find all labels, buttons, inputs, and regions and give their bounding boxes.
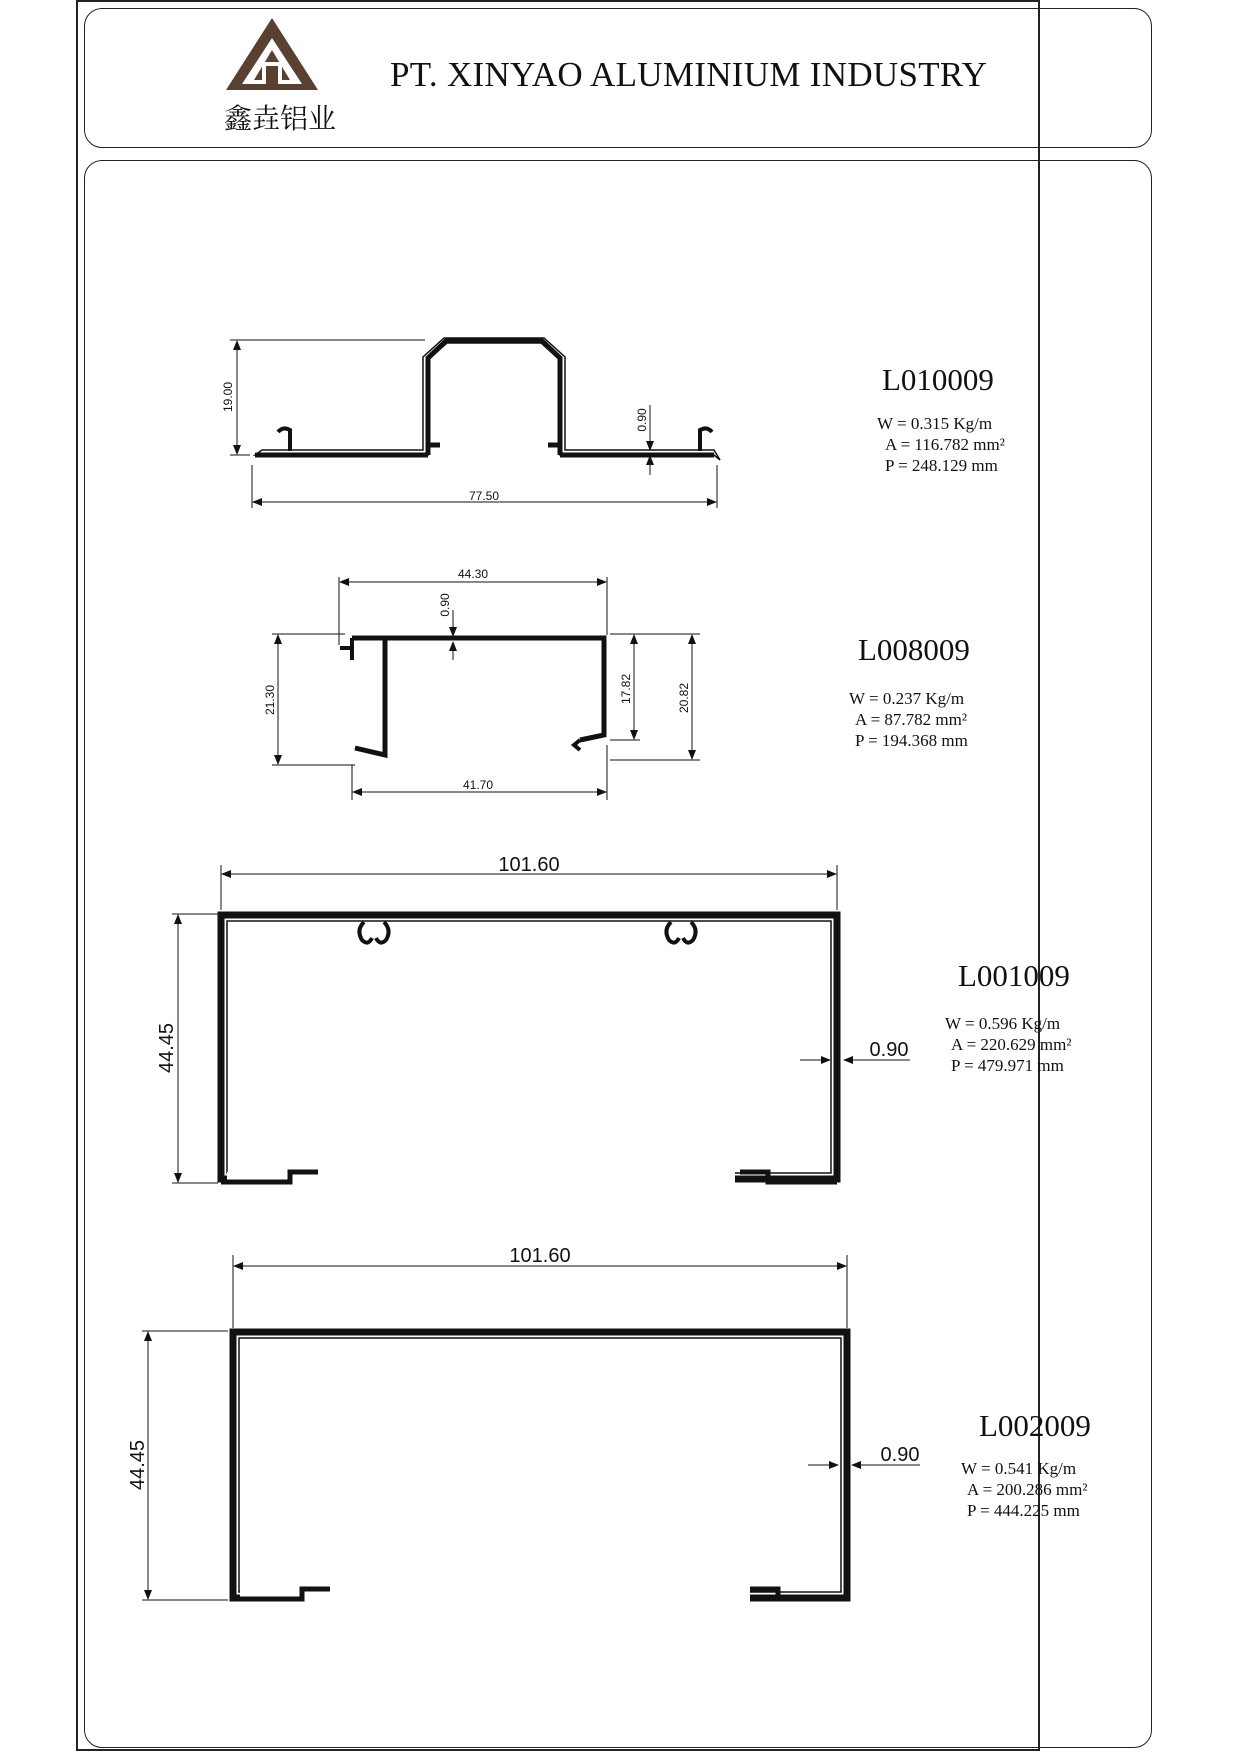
dim-bottom-width-l008009: 41.70 [462, 778, 494, 792]
dim-right-height-l008009: 20.82 [677, 682, 691, 714]
spec-weight: W = 0.596 Kg/m [945, 1014, 1061, 1033]
spec-perimeter: P = 248.129 mm [885, 456, 998, 475]
dim-width-l002009: 101.60 [509, 1245, 571, 1267]
profile-specs-l002009 [961, 1458, 1087, 1521]
dim-left-height-l008009: 21.30 [263, 684, 277, 716]
dim-height-l002009: 44.45 [127, 1439, 149, 1491]
dim-thickness-l010009: 0.90 [635, 408, 649, 432]
profile-drawing-l008009 [272, 577, 700, 800]
logo-text: 鑫垚铝业 [224, 102, 337, 135]
profile-code-l008009: L008009 [858, 632, 970, 667]
spec-perimeter: P = 194.368 mm [855, 731, 968, 750]
spec-area: A = 220.629 mm² [951, 1035, 1072, 1054]
spec-area: A = 87.782 mm² [855, 710, 967, 729]
dim-thickness-l008009: 0.90 [438, 593, 452, 617]
profile-drawing-l002009 [142, 1255, 920, 1604]
dim-height-l010009: 19.00 [221, 381, 235, 413]
company-name: PT. XINYAO ALUMINIUM INDUSTRY [390, 55, 988, 94]
dim-width-l001009: 101.60 [498, 854, 560, 876]
spec-area: A = 116.782 mm² [885, 435, 1005, 454]
spec-weight: W = 0.541 Kg/m [961, 1459, 1077, 1478]
profile-code-l010009: L010009 [882, 362, 994, 397]
profile-specs-l010009 [877, 413, 1005, 476]
spec-perimeter: P = 479.971 mm [951, 1056, 1064, 1075]
dim-thickness-l002009: 0.90 [880, 1444, 920, 1466]
profile-code-l002009: L002009 [979, 1408, 1091, 1443]
dim-inner-height-l008009: 17.82 [619, 673, 633, 705]
dim-height-l001009: 44.45 [156, 1022, 178, 1074]
profile-drawing-l001009 [172, 865, 910, 1186]
profile-specs-l008009 [849, 688, 968, 751]
spec-area: A = 200.286 mm² [967, 1480, 1088, 1499]
profile-code-l001009: L001009 [958, 958, 1070, 993]
dim-width-l010009: 77.50 [468, 489, 500, 503]
dim-top-width-l008009: 44.30 [457, 567, 489, 581]
mountain-triangle-logo-icon [226, 18, 318, 90]
spec-weight: W = 0.237 Kg/m [849, 689, 965, 708]
dim-thickness-l001009: 0.90 [869, 1039, 909, 1061]
spec-perimeter: P = 444.225 mm [967, 1501, 1080, 1520]
profile-specs-l001009 [945, 1013, 1071, 1076]
spec-weight: W = 0.315 Kg/m [877, 414, 993, 433]
